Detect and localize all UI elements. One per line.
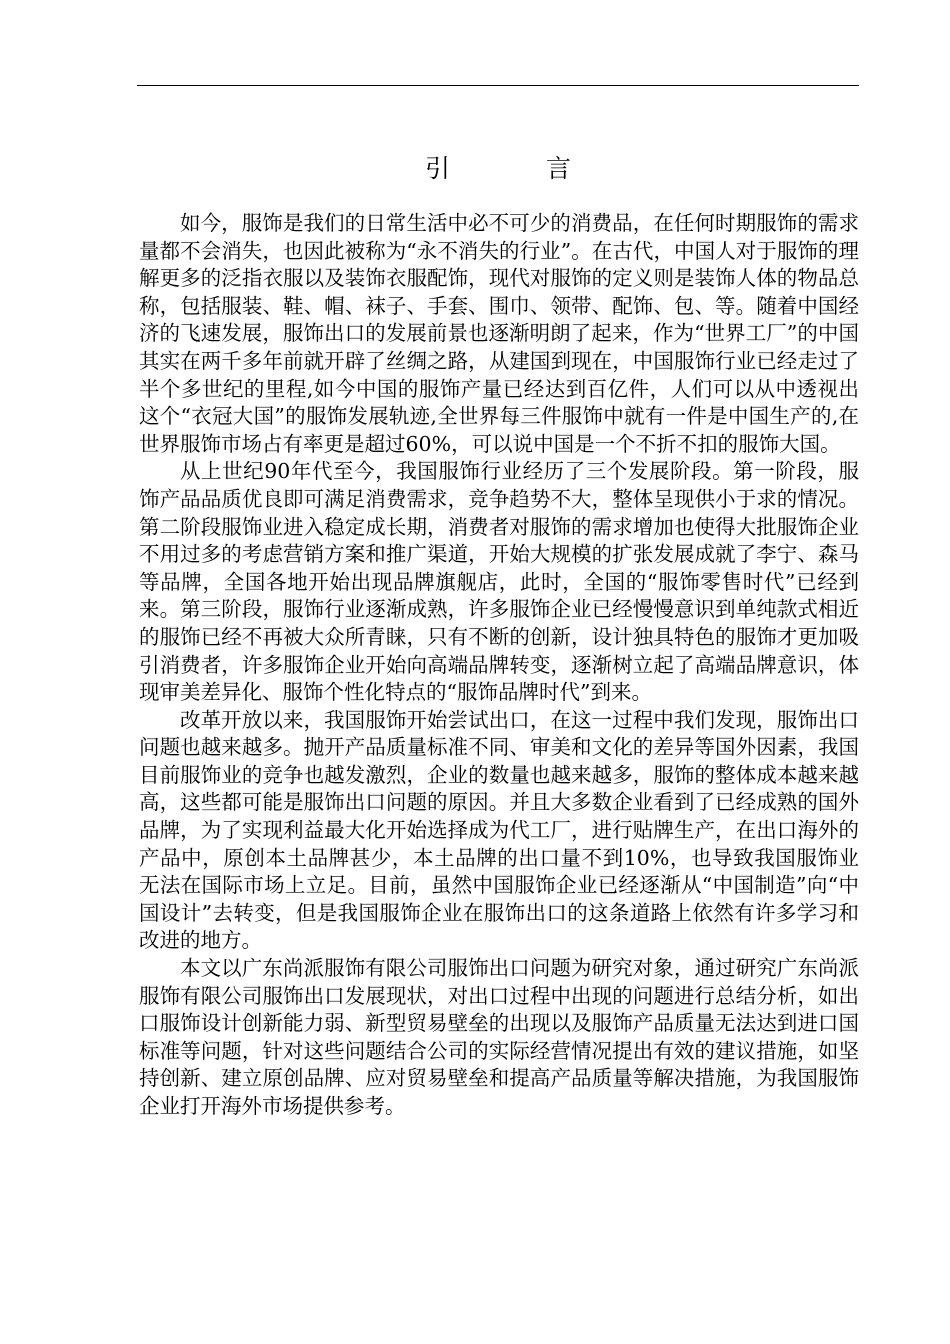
body-text: [139, 210, 859, 1121]
paragraph-development-stages: 从上世纪90年代至今，我国服饰行业经历了三个发展阶段。第一阶段，服饰产品品质优良即可满足消费需求，竞争趋势不大，整体呈现供小于求的情况。第二阶段服饰业进入稳定成长期，消费者对服饰的需求增加也使得大批服饰企业不用过多的考虑营销方案和推广渠道，开始大规模的扩张发展成就了李宁、森马等品牌，全国各地开始出现品牌旗舰店，此时，全国的“服饰零售时代”已经到来。第三阶段，服饰行业逐渐成熟，许多服饰企业已经慢慢意识到单纯款式相近的服饰已经不再被大众所青睐，只有不断的创新，设计独具特色的服饰才更加吸引消费者，许多服饰企业开始向高端品牌转变，逐渐树立起了高端品牌意识，体现审美差异化、服饰个性化特点的“服饰品牌时代”到来。: [139, 459, 859, 705]
paragraph-export-problems: 改革开放以来，我国服饰开始尝试出口，在这一过程中我们发现，服饰出口问题也越来越多。抛开产品质量标准不同、审美和文化的差异等国外因素，我国目前服饰业的竞争也越发激烈，企业的数量也越来越多，服饰的整体成本越来越高，这些都可能是服饰出口问题的原因。并且大多数企业看到了已经成熟的国外品牌，为了实现利益最大化开始选择成为代工厂，进行贴牌生产，在出口海外的产品中，原创本土品牌甚少，本土品牌的出口量不到10%，也导致我国服饰业无法在国际市场上立足。目前，虽然中国服饰企业已经逐渐从“中国制造”向“中国设计”去转变，但是我国服饰企业在服饰出口的这条道路上依然有许多学习和改进的地方。: [139, 707, 859, 953]
header-rule: [137, 85, 859, 86]
page-title: 引 言: [425, 154, 615, 183]
paragraph-research-object: 本文以广东尚派服饰有限公司服饰出口问题为研究对象，通过研究广东尚派服饰有限公司服饰出口发展现状，对出口过程中出现的问题进行总结分析，如出口服饰设计创新能力弱、新型贸易壁垒的出现以及服饰产品质量无法达到进口国标准等问题，针对这些问题结合公司的实际经营情况提出有效的建议措施，如坚持创新、建立原创品牌、应对贸易壁垒和提高产品质量等解决措施，为我国服饰企业打开海外市场提供参考。: [139, 956, 859, 1118]
paragraph-intro: 如今，服饰是我们的日常生活中必不可少的消费品，在任何时期服饰的需求量都不会消失，也因此被称为“永不消失的行业”。在古代，中国人对于服饰的理解更多的泛指衣服以及装饰衣服配饰，现代对服饰的定义则是装饰人体的物品总称，包括服装、鞋、帽、袜子、手套、围巾、领带、配饰、包、等。随着中国经济的飞速发展，服饰出口的发展前景也逐渐明朗了起来，作为“世界工厂”的中国其实在两千多年前就开辟了丝绸之路，从建国到现在，中国服饰行业已经走过了半个多世纪的里程,如今中国的服饰产量已经达到百亿件，人们可以从中透视出这个“衣冠大国”的服饰发展轨迹,全世界每三件服饰中就有一件是中国生产的,在世界服饰市场占有率更是超过60%，可以说中国是一个不折不扣的服饰大国。: [139, 211, 859, 456]
